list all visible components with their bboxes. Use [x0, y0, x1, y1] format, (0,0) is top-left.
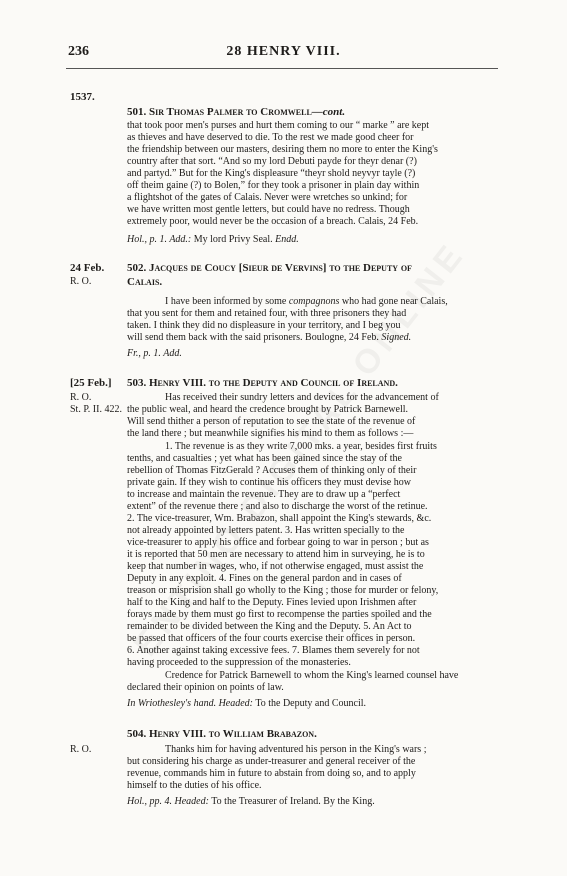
text-line: [0, 276, 567, 288]
body-text: as thieves and have deserved to die. To the rest we made good cheer for: [127, 132, 414, 143]
text-line: [0, 192, 567, 204]
text-line: [0, 348, 567, 360]
text-line: [0, 682, 567, 694]
body-text: Credence for Patrick Barnewell to whom the King's learned counsel have: [165, 670, 459, 681]
document-note: [127, 796, 375, 808]
entry-title: Henry VIII. to William Brabazon.: [149, 728, 317, 740]
margin-note: [25 Feb.]: [70, 377, 112, 389]
body-fragment: I have been informed by some: [165, 296, 289, 307]
margin-note: 24 Feb.: [70, 262, 105, 274]
body-text: revenue, commands him in future to abstain from doing so, and to apply: [127, 768, 416, 779]
body-text: the land there ; but meanwhile signifies his mind to them as follows :—: [127, 428, 414, 439]
text-line: [0, 477, 567, 489]
body-text: taken. I think they did no displeasure in your territory, and I beg you: [127, 320, 401, 331]
entry-heading: [127, 262, 412, 274]
text-line: [0, 320, 567, 332]
body-text: the public weal, and heard the credence brought by Patrick Barnewell.: [127, 404, 409, 415]
body-text: off theim gaine (?) to Bolen,” for they took a prisoner in plain day within: [127, 180, 420, 191]
text-line: [0, 234, 567, 246]
text-line: [0, 204, 567, 216]
text-line: [0, 428, 567, 440]
entry-title-cont: —cont.: [311, 106, 346, 118]
text-line: [0, 216, 567, 228]
body-text: that you sent for them and retained four, with three prisoners they had: [127, 308, 407, 319]
entry-heading: [127, 728, 317, 740]
note-text: My lord Privy Seal.: [191, 234, 276, 245]
text-line: [0, 633, 567, 645]
body-text: not already appointed by letters patent. 3. Has written specially to the: [127, 525, 405, 536]
entry-heading: [127, 377, 398, 389]
body-text: Deputy in any exploit. 4. Fines on the general pardon and in cases of: [127, 573, 402, 584]
entry-heading: [127, 106, 345, 118]
body-text: country after that sort. “And so my lord Debuti payde for theyr denar (?): [127, 156, 417, 167]
text-line: [0, 404, 567, 416]
body-text: remainder to be divided between the King and the Deputy. 5. An Act to: [127, 621, 412, 632]
body-text: but considering his charge as under-treasurer and general receiver of the: [127, 756, 416, 767]
entry-title: Sir Thomas Palmer to Cromwell: [149, 106, 312, 118]
text-line: [0, 537, 567, 549]
text-line: [0, 728, 567, 740]
text-line: [0, 585, 567, 597]
document-note: [127, 348, 182, 360]
header-rule: [66, 68, 498, 69]
body-text: having proceeded to the suppression of the monasteries.: [127, 657, 351, 668]
body-text: himself to the duties of his office.: [127, 780, 262, 791]
text-line: [0, 561, 567, 573]
text-line: [0, 106, 567, 118]
note-italic: Fr., p. 1. Add.: [127, 348, 182, 359]
text-line: [0, 308, 567, 320]
page-number: 236: [68, 44, 89, 59]
text-line: [0, 670, 567, 682]
text-line: [0, 796, 567, 808]
text-line: [0, 621, 567, 633]
text-line: [0, 513, 567, 525]
body-fragment: compagnons: [288, 296, 340, 307]
note-italic: Endd.: [275, 234, 299, 245]
body-text: declared their opinion on points of law.: [127, 682, 284, 693]
text-line: [0, 168, 567, 180]
text-line: [0, 296, 567, 308]
body-text: Thanks him for having adventured his person in the King's wars ;: [165, 744, 427, 755]
text-line: [0, 180, 567, 192]
body-fragment: who had gone near Calais,: [339, 296, 448, 307]
text-line: [0, 262, 567, 274]
body-text: the friendship between our masters, desiring them no more to enter the King's: [127, 144, 438, 155]
body-text: [127, 332, 411, 344]
text-line: [0, 392, 567, 404]
entry-heading: [127, 276, 162, 288]
body-text: it is reported that 50 men are necessary to attend him in surveying, he is to: [127, 549, 425, 560]
text-line: [0, 645, 567, 657]
text-line: [0, 120, 567, 132]
margin-note: R. O.: [70, 276, 92, 287]
text-line: [0, 756, 567, 768]
note-italic: Hol., pp. 4. Headed:: [127, 796, 209, 807]
entry-title-cont: [Sieur de Vervins] to the Deputy of: [235, 262, 412, 274]
text-line: [0, 489, 567, 501]
text-line: [0, 377, 567, 389]
text-line: [0, 657, 567, 669]
body-text: vice-treasurer to apply his office and forbear going to war in person ; but as: [127, 537, 429, 548]
note-text: To the Treasurer of Ireland. By the King.: [208, 796, 375, 807]
body-text: private gain. If they wish to continue his officers they must devise how: [127, 477, 411, 488]
text-line: [0, 609, 567, 621]
body-text: half to the King and half to the Deputy. Fines levied upon Irishmen after: [127, 597, 417, 608]
body-text: extremely poor, would never be the occasion of a breach. Calais, 24 Feb.: [127, 216, 419, 227]
entry-number: 502.: [127, 262, 149, 274]
text-line: [0, 91, 567, 103]
text-line: [0, 780, 567, 792]
entry-title: Jacques de Coucy: [149, 262, 236, 274]
text-line: [0, 156, 567, 168]
document-note: [127, 234, 299, 246]
body-text: extent” of the revenue there ; and also to discharge the worst of the retinue.: [127, 501, 428, 512]
body-text: Has received their sundry letters and devices for the advancement of: [165, 392, 439, 403]
margin-note: R. O.: [70, 392, 92, 403]
body-text: and partyd.” But for the King's displeasure “theyr shold neyvyr tayle (?): [127, 168, 416, 179]
text-line: [0, 441, 567, 453]
body-text: rebellion of Thomas FitzGerald ? Accuses them of thinking only of their: [127, 465, 417, 476]
text-line: [0, 416, 567, 428]
body-text: we have written most gentle letters, but could have no redress. Though: [127, 204, 410, 215]
body-text: to increase and maintain the revenue. They are to draw up a “perfect: [127, 489, 401, 500]
body-text: tenths, and casualties ; yet what has been gained since the stay of the: [127, 453, 402, 464]
body-text: keep that number in wages, who, if not otherwise engaged, must assist the: [127, 561, 424, 572]
text-line: [0, 573, 567, 585]
body-text: that took poor men's purses and hurt them coming to our “ marke ” are kept: [127, 120, 429, 131]
body-text: Will send thither a person of reputation to see the state of the revenue of: [127, 416, 416, 427]
text-line: [0, 525, 567, 537]
entry-title: Calais.: [127, 276, 163, 288]
body-text: be passed that officers of the four courts exercise their offices in person.: [127, 633, 416, 644]
note-italic: Hol., p. 1. Add.:: [127, 234, 192, 245]
margin-note: R. O.: [70, 744, 92, 755]
note-italic: In Wriothesley's hand. Headed:: [127, 698, 254, 709]
text-line: [0, 132, 567, 144]
entry-title: Henry VIII. to the Deputy and Council of Ireland.: [149, 377, 398, 389]
note-text: To the Deputy and Council.: [253, 698, 367, 709]
body-text: [165, 296, 448, 308]
document-note: [127, 698, 366, 710]
text-line: [0, 453, 567, 465]
text-line: [0, 465, 567, 477]
text-line: [0, 332, 567, 344]
body-fragment: will send them back with the said prisoners. Boulogne, 24 Feb.: [127, 332, 382, 343]
body-text: 2. The vice-treasurer, Wm. Brabazon, shall appoint the King's stewards, &c.: [127, 513, 432, 524]
margin-note: 1537.: [70, 91, 95, 103]
entry-number: 503.: [127, 377, 149, 389]
text-line: [0, 549, 567, 561]
margin-note: St. P. II. 422.: [70, 404, 122, 415]
body-text: 1. The revenue is as they write 7,000 mks. a year, besides first fruits: [165, 441, 437, 452]
text-line: [0, 144, 567, 156]
body-text: a flightshot of the gates of Calais. Never were wretches so unkind; for: [127, 192, 408, 203]
body-text: 6. Another against taking excessive fees. 7. Blames them severely for not: [127, 645, 420, 656]
text-line: [0, 744, 567, 756]
body-text: forays made by them must go first to recompense the parties spoiled and the: [127, 609, 432, 620]
text-line: [0, 698, 567, 710]
text-line: [0, 597, 567, 609]
running-title: 28 HENRY VIII.: [226, 44, 341, 59]
entry-number: 501.: [127, 106, 149, 118]
text-line: [0, 768, 567, 780]
text-line: [0, 501, 567, 513]
body-fragment: Signed.: [381, 332, 412, 343]
body-text: treason or misprision shall go wholly to the King ; those for murder or felony,: [127, 585, 439, 596]
entry-number: 504.: [127, 728, 149, 740]
